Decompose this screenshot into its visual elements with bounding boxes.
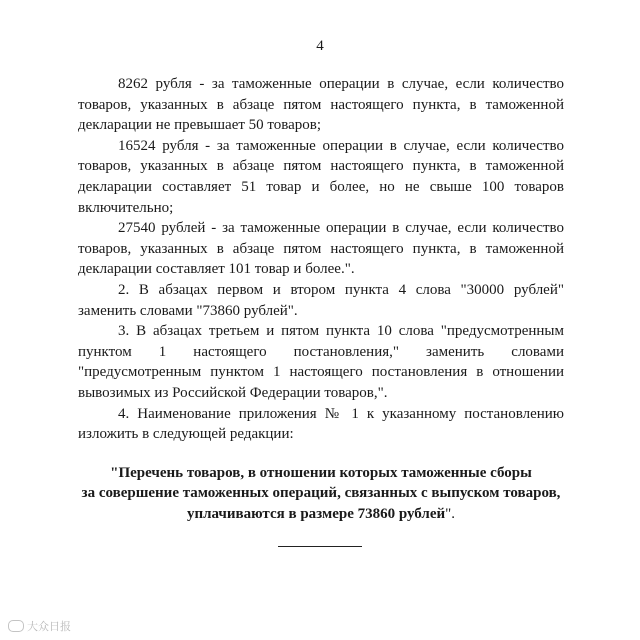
watermark-text: 大众日报 [27, 620, 71, 633]
annex-heading-line-2: за совершение таможенных операций, связанных с выпуском товаров, [81, 485, 561, 502]
annex-heading [78, 463, 564, 524]
annex-heading-line-3-text: уплачиваются в размере 73860 рублей [186, 505, 446, 522]
paragraph-16524: 16524 рубля - за таможенные операции в случае, если количество товаров, указанных в абзаце пятом настоящего пункта, в таможенной декларации составляет 51 товар и более, но не свыше 100 товаров включительно; [78, 137, 564, 216]
watermark-logo-icon [8, 620, 24, 632]
annex-heading-line-1: "Перечень товаров, в отношении которых таможенные сборы [110, 464, 532, 481]
end-divider [278, 546, 362, 547]
annex-heading-closing-quote: ". [445, 505, 456, 522]
document-body [78, 74, 564, 524]
paragraph-27540: 27540 рублей - за таможенные операции в случае, если количество товаров, указанных в абзаце пятом настоящего пункта, в таможенной декларации составляет 101 товар и более.". [78, 220, 564, 278]
paragraph-item-2: 2. В абзацах первом и втором пункта 4 слова "30000 рублей" заменить словами "73860 рублей". [78, 281, 564, 319]
paragraph-item-4: 4. Наименование приложения № 1 к указанному постановлению изложить в следующей редакции: [78, 405, 564, 443]
annex-heading-line-3 [78, 504, 564, 524]
paragraph-item-3: 3. В абзацах третьем и пятом пункта 10 слова "предусмотренным пунктом 1 настоящего постановления," заменить словами "предусмотренным пунктом 1 настоящего постановления в отношении вывозимых из Российской Федерации товаров,". [78, 323, 564, 401]
paragraph-8262: 8262 рубля - за таможенные операции в случае, если количество товаров, указанных в абзаце пятом настоящего пункта, в таможенной декларации не превышает 50 товаров; [78, 76, 564, 134]
watermark [8, 618, 71, 634]
page-number: 4 [316, 38, 324, 54]
